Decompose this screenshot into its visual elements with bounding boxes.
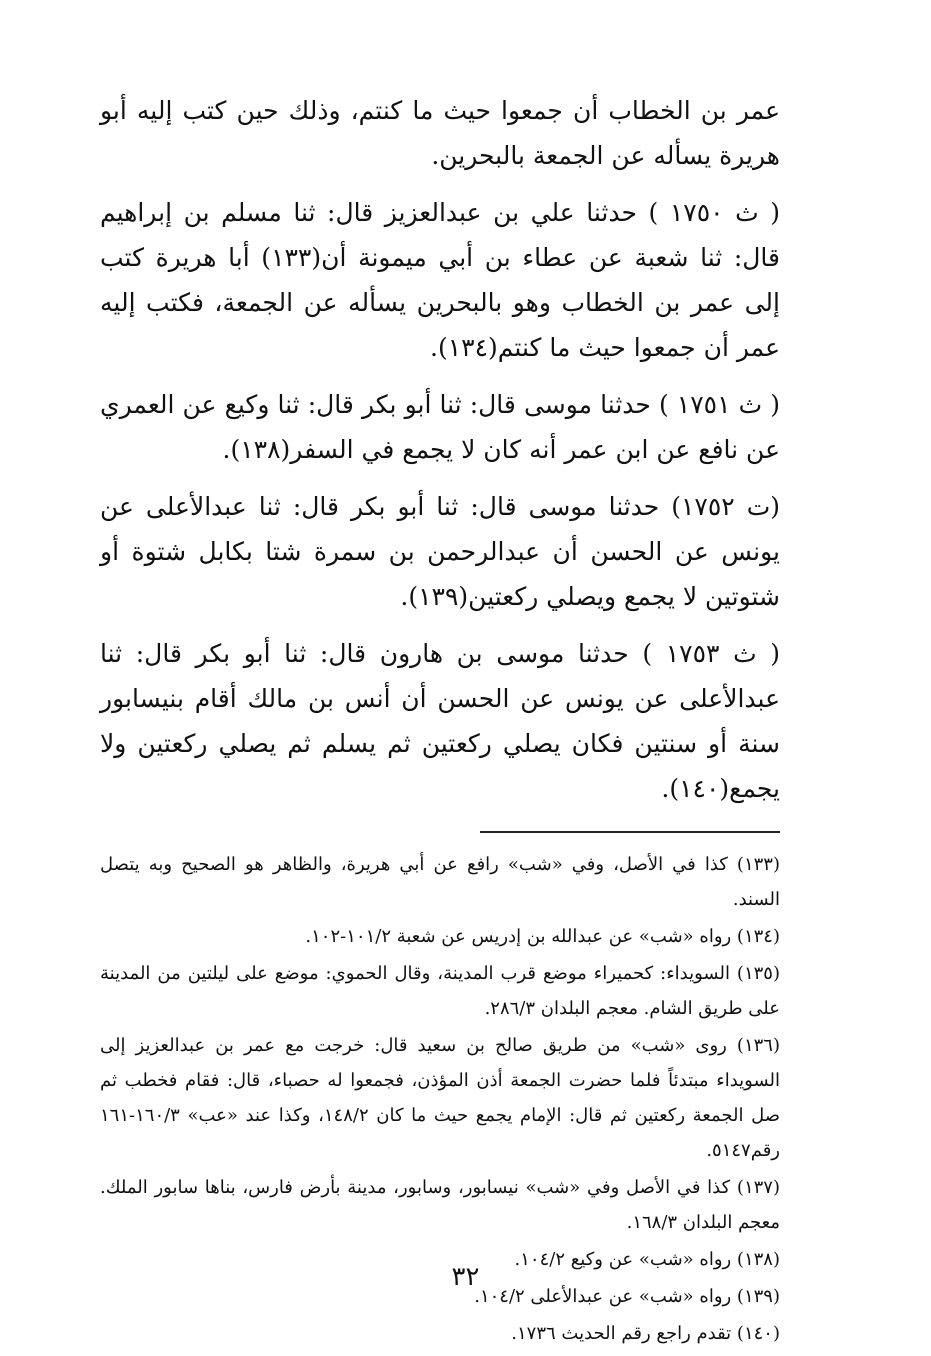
footnote-136: (١٣٦) روى «شب» من طريق صالح بن سعيد قال: خرجت مع عمر بن عبدالعزيز إلى السويداء مبتدئاً فلما حضرت الجمعة أذن المؤذن، فجمعوا له حصباء، قال: فقام فخطب ثم صل الجمعة ركعتين ثم قال: الإمام يجمع حيث ما كان ١٤٨/٢، وكذا عند «عب» ١٦٠/٣-١٦١ رقم٥١٤٧. — [100, 1035, 781, 1161]
paragraph-1751: ( ث ١٧٥١ ) حدثنا موسى قال: ثنا أبو بكر قال: ثنا وكيع عن العمري عن نافع عن ابن عمر أنه كان لا يجمع في السفر(١٣٨). — [100, 390, 780, 464]
paragraph-1752: (ت ١٧٥٢) حدثنا موسى قال: ثنا أبو بكر قال: ثنا عبدالأعلى عن يونس عن الحسن أن عبدالرحمن بن سمرة شتا بكابل شتوة أو شتوتين لا يجمع ويصلي ركعتين(١٣٩). — [100, 492, 780, 611]
footnote-140: (١٤٠) تقدم راجع رقم الحديث ١٧٣٦. — [511, 1323, 780, 1344]
footnote-134: (١٣٤) رواه «شب» عن عبدالله بن إدريس عن شعبة ١٠١/٢-١٠٢. — [305, 926, 780, 947]
footnote-133: (١٣٣) كذا في الأصل، وفي «شب» رافع عن أبي هريرة، والظاهر هو الصحيح وبه يتصل السند. — [100, 854, 780, 910]
footnote-divider — [480, 831, 780, 833]
paragraph-1753: ( ث ١٧٥٣ ) حدثنا موسى بن هارون قال: ثنا أبو بكر قال: ثنا عبدالأعلى عن يونس عن الحسن أن أنس بن مالك أقام بنيسابور سنة أو سنتين فكان يصلي ركعتين ثم يسلم ثم يصلي ركعتين ولا يجمع(١٤٠). — [100, 639, 780, 803]
footnote-139: (١٣٩) رواه «شب» عن عبدالأعلى ١٠٤/٢. — [474, 1286, 780, 1307]
page-body — [100, 88, 780, 1353]
footnote-137: (١٣٧) كذا في الأصل وفي «شب» نيسابور، وسابور، مدينة بأرض فارس، بناها سابور الملك. معجم البلدان ١٦٨/٣. — [100, 1177, 780, 1233]
footnote-138: (١٣٨) رواه «شب» عن وكيع ١٠٤/٢. — [514, 1249, 780, 1270]
paragraph-intro: عمر بن الخطاب أن جمعوا حيث ما كنتم، وذلك حين كتب إليه أبو هريرة يسأله عن الجمعة بالبحرين. — [100, 96, 780, 170]
footnote-135: (١٣٥) السويداء: كحميراء موضع قرب المدينة، وقال الحموي: موضع على ليلتين من المدينة على طريق الشام. معجم البلدان ٢٨٦/٣. — [100, 963, 780, 1019]
page-number: ٣٢ — [451, 1262, 480, 1292]
paragraph-1750: ( ث ١٧٥٠ ) حدثنا علي بن عبدالعزيز قال: ثنا مسلم بن إبراهيم قال: ثنا شعبة عن عطاء بن أبي ميمونة أن(١٣٣) أبا هريرة كتب إلى عمر بن الخطاب وهو بالبحرين يسأله عن الجمعة، فكتب إليه عمر أن جمعوا حيث ما كنتم(١٣٤). — [100, 198, 780, 362]
